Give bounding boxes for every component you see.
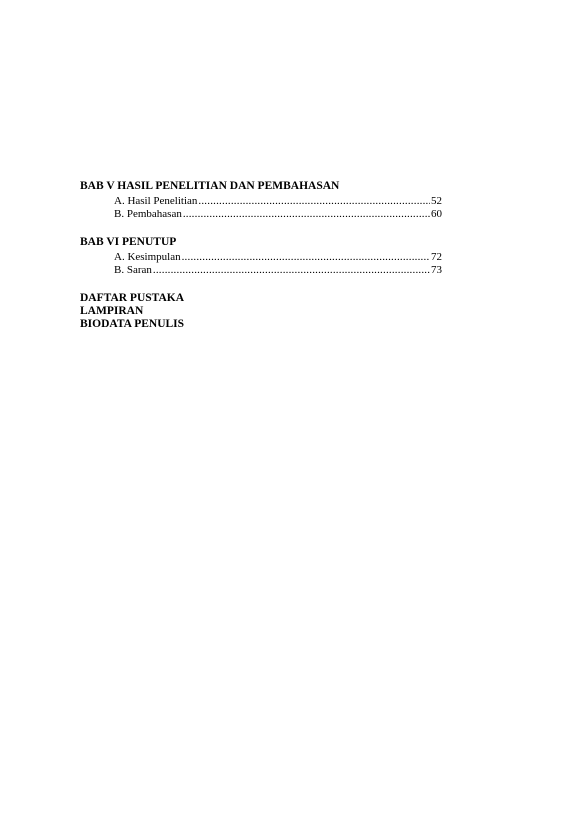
toc-entry-hasil-penelitian xyxy=(114,195,442,208)
chapter-heading-bab-vi: BAB VI PENUTUP xyxy=(80,236,177,248)
toc-entry-label: A. Hasil Penelitian xyxy=(114,195,198,207)
toc-entry-pembahasan xyxy=(114,208,442,221)
back-matter-biodata-penulis: BIODATA PENULIS xyxy=(80,318,185,330)
toc-entry-page: 73 xyxy=(431,264,442,276)
toc-entry-page: 60 xyxy=(431,208,442,220)
toc-entry-label: B. Saran xyxy=(114,264,152,276)
toc-entry-label: A. Kesimpulan xyxy=(114,251,181,263)
dot-leader xyxy=(182,251,430,264)
dot-leader xyxy=(198,195,430,208)
toc-entry-label: B. Pembahasan xyxy=(114,208,182,220)
toc-entry-page: 72 xyxy=(431,251,442,263)
back-matter-lampiran: LAMPIRAN xyxy=(80,305,144,317)
toc-entry-page: 52 xyxy=(431,195,442,207)
chapter-heading-bab-v: BAB V HASIL PENELITIAN DAN PEMBAHASAN xyxy=(80,180,340,192)
dot-leader xyxy=(153,264,430,277)
toc-entry-kesimpulan xyxy=(114,251,442,264)
back-matter-daftar-pustaka: DAFTAR PUSTAKA xyxy=(80,292,185,304)
dot-leader xyxy=(183,208,430,221)
toc-entry-saran xyxy=(114,264,442,277)
table-of-contents xyxy=(80,180,442,331)
